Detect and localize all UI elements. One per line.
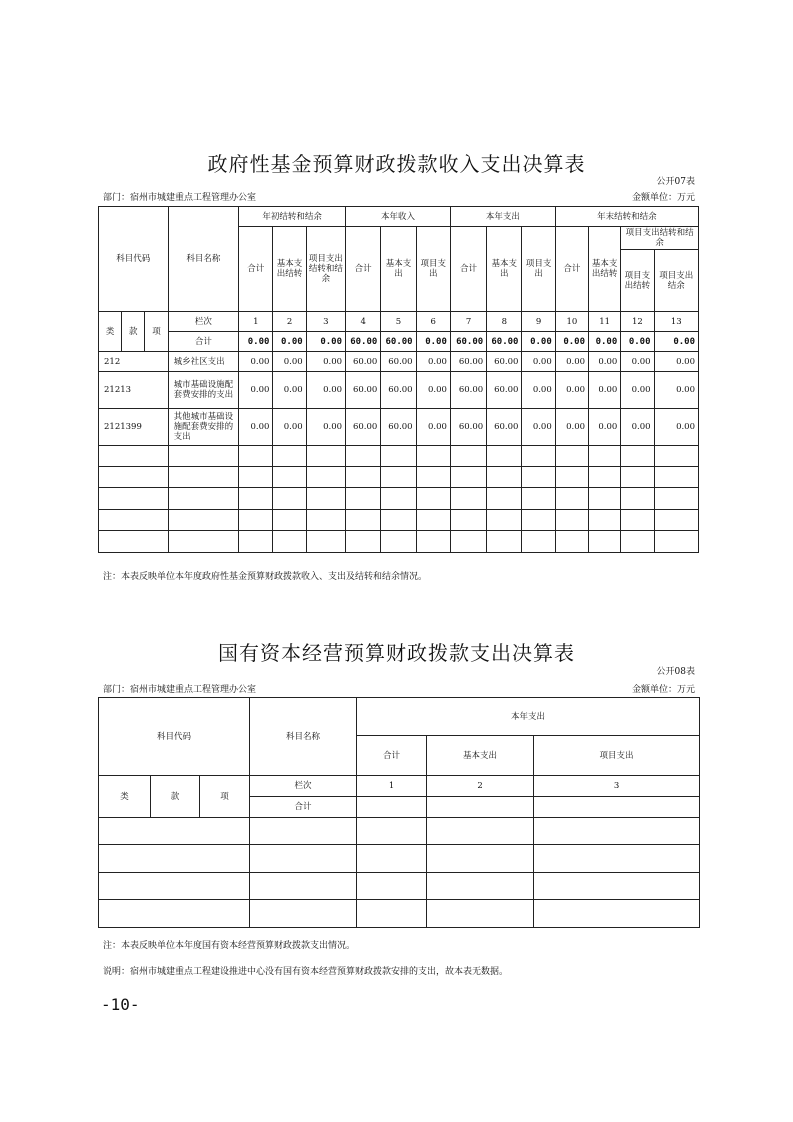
row-value: 60.00 (346, 372, 381, 409)
row-value: 0.00 (273, 372, 306, 409)
row-name: 其他城市基础设施配套费安排的支出 (168, 409, 239, 446)
table-row (99, 409, 699, 446)
header-lei: 类 (99, 312, 122, 352)
table2-note: 注：本表反映单位本年度国有资本经营预算财政拨款支出情况。 (103, 941, 356, 951)
row-value: 0.00 (416, 409, 450, 446)
row-value: 0.00 (621, 352, 654, 372)
header-project-carryover: 项目支出结转和结余 (306, 227, 345, 312)
page-number: -10- (101, 995, 140, 1014)
row-value: 0.00 (555, 352, 588, 372)
total-cell: 0.00 (273, 332, 306, 352)
row-name: 城乡社区支出 (168, 352, 239, 372)
row-value: 60.00 (450, 409, 486, 446)
header-lei: 类 (99, 776, 151, 818)
header-project-carryover-only: 项目支出结转 (621, 250, 654, 312)
row-value: 0.00 (621, 409, 654, 446)
header-subject-code: 科目代码 (99, 207, 169, 312)
table-row (99, 352, 699, 372)
header-project-expense: 项目支出 (534, 736, 700, 776)
row-value: 0.00 (654, 372, 698, 409)
header-basic-expense: 基本支出 (381, 227, 416, 312)
header-basic-expense: 基本支出 (487, 227, 522, 312)
header-project-balance: 项目支出结转和结余 (621, 227, 699, 250)
header-basic-carryover: 基本支出结转 (273, 227, 306, 312)
total-cell: 0.00 (239, 332, 273, 352)
col-number: 6 (416, 312, 450, 332)
total-cell: 0.00 (522, 332, 555, 352)
row-value: 0.00 (273, 409, 306, 446)
header-project-surplus: 项目支出结余 (654, 250, 698, 312)
total-cell: 0.00 (621, 332, 654, 352)
col-number: 2 (427, 776, 534, 797)
col-number: 3 (306, 312, 345, 332)
total-row (99, 332, 699, 352)
row-value: 60.00 (450, 352, 486, 372)
table1-title: 政府性基金预算财政拨款收入支出决算表 (207, 152, 586, 176)
row-value: 0.00 (522, 352, 555, 372)
row-value: 0.00 (306, 409, 345, 446)
col-number: 13 (654, 312, 698, 332)
row-value: 60.00 (381, 352, 416, 372)
row-value: 60.00 (487, 409, 522, 446)
empty-row (99, 900, 700, 928)
empty-row (99, 873, 700, 900)
row-value: 0.00 (306, 372, 345, 409)
empty-row (99, 446, 699, 467)
col-number: 2 (273, 312, 306, 332)
row-name: 城市基础设施配套费安排的支出 (168, 372, 239, 409)
header-total: 合计 (357, 736, 427, 776)
table2-title: 国有资本经营预算财政拨款支出决算表 (218, 641, 575, 665)
empty-row (99, 818, 700, 845)
header-total: 合计 (239, 227, 273, 312)
empty-row (99, 845, 700, 873)
header-lanci: 栏次 (168, 312, 239, 332)
header-xiang: 项 (145, 312, 168, 352)
row-value: 0.00 (416, 372, 450, 409)
header-current-expense: 本年支出 (450, 207, 555, 227)
header-project-expense: 项目支出 (522, 227, 555, 312)
header-lanci: 栏次 (250, 776, 357, 797)
table1-unit: 金额单位：万元 (631, 193, 695, 203)
table2-unit: 金额单位：万元 (631, 685, 695, 695)
row-code: 2121399 (99, 409, 169, 446)
table2-department: 部门：宿州市城建重点工程管理办公室 (103, 685, 257, 695)
table2-code: 公开08表 (656, 667, 695, 677)
header-total: 合计 (346, 227, 381, 312)
row-value: 0.00 (239, 372, 273, 409)
header-total: 合计 (450, 227, 486, 312)
row-value: 60.00 (487, 352, 522, 372)
empty-row (99, 488, 699, 510)
header-current-income: 本年收入 (346, 207, 451, 227)
row-value: 0.00 (621, 372, 654, 409)
row-value: 60.00 (381, 372, 416, 409)
header-current-expense: 本年支出 (357, 698, 700, 736)
total-cell: 0.00 (555, 332, 588, 352)
col-number: 1 (357, 776, 427, 797)
row-value: 0.00 (522, 372, 555, 409)
row-value: 0.00 (273, 352, 306, 372)
total-cell: 60.00 (450, 332, 486, 352)
total-cell: 0.00 (589, 332, 621, 352)
row-value: 60.00 (381, 409, 416, 446)
row-code: 21213 (99, 372, 169, 409)
empty-row (99, 531, 699, 553)
table1-department: 部门：宿州市城建重点工程管理办公室 (103, 193, 257, 203)
row-value: 60.00 (487, 372, 522, 409)
col-number: 9 (522, 312, 555, 332)
row-value: 0.00 (555, 372, 588, 409)
table2 (98, 697, 700, 928)
col-number: 10 (555, 312, 588, 332)
table2-explanation: 说明：宿州市城建重点工程建设推进中心没有国有资本经营预算财政拨款安排的支出，故本表无数据。 (103, 967, 509, 977)
col-number: 7 (450, 312, 486, 332)
row-value: 60.00 (450, 372, 486, 409)
row-value: 0.00 (239, 409, 273, 446)
row-value: 0.00 (239, 352, 273, 372)
col-number: 3 (534, 776, 700, 797)
header-heji: 合计 (168, 332, 239, 352)
total-cell: 0.00 (654, 332, 698, 352)
header-kuan: 款 (151, 776, 200, 818)
header-basic-expense: 基本支出 (427, 736, 534, 776)
col-number: 11 (589, 312, 621, 332)
col-number: 12 (621, 312, 654, 332)
row-value: 0.00 (416, 352, 450, 372)
table1 (98, 206, 699, 553)
header-subject-name: 科目名称 (250, 698, 357, 776)
header-basic-carryover: 基本支出结转 (589, 227, 621, 312)
table1-note: 注：本表反映单位本年度政府性基金预算财政拨款收入、支出及结转和结余情况。 (103, 572, 428, 582)
total-cell: 60.00 (487, 332, 522, 352)
total-cell: 60.00 (381, 332, 416, 352)
header-total: 合计 (555, 227, 588, 312)
row-value: 0.00 (589, 372, 621, 409)
total-cell: 0.00 (306, 332, 345, 352)
table1-code: 公开07表 (656, 177, 695, 187)
table-row (99, 372, 699, 409)
col-number: 5 (381, 312, 416, 332)
col-number: 8 (487, 312, 522, 332)
empty-row (99, 510, 699, 531)
row-value: 0.00 (654, 352, 698, 372)
header-kuan: 款 (122, 312, 145, 352)
row-value: 60.00 (346, 409, 381, 446)
row-value: 0.00 (654, 409, 698, 446)
col-number: 1 (239, 312, 273, 332)
col-number: 4 (346, 312, 381, 332)
header-heji: 合计 (250, 797, 357, 818)
row-value: 0.00 (522, 409, 555, 446)
row-value: 0.00 (589, 409, 621, 446)
row-value: 60.00 (346, 352, 381, 372)
header-subject-name: 科目名称 (168, 207, 239, 312)
header-subject-code: 科目代码 (99, 698, 250, 776)
total-cell: 60.00 (346, 332, 381, 352)
header-ending-balance: 年末结转和结余 (555, 207, 698, 227)
row-value: 0.00 (306, 352, 345, 372)
header-project-expense: 项目支出 (416, 227, 450, 312)
row-value: 0.00 (589, 352, 621, 372)
header-beginning-balance: 年初结转和结余 (239, 207, 346, 227)
row-value: 0.00 (555, 409, 588, 446)
empty-row (99, 467, 699, 488)
row-code: 212 (99, 352, 169, 372)
header-xiang: 项 (200, 776, 250, 818)
total-cell: 0.00 (416, 332, 450, 352)
